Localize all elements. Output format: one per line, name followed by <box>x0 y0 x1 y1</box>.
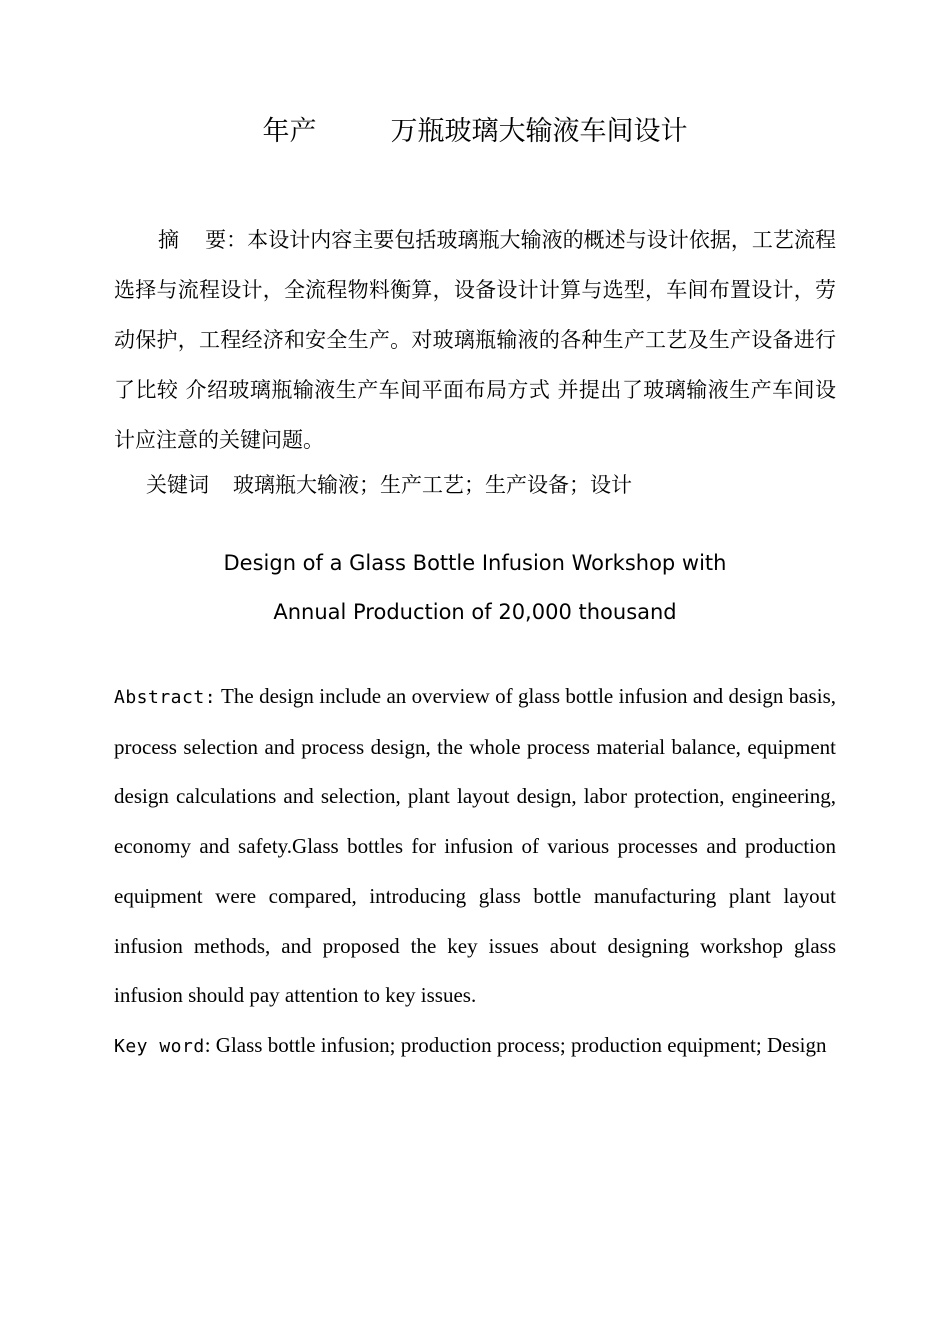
english-keywords-value: : Glass bottle infusion; production process; production equipment; Design <box>204 1033 827 1057</box>
chinese-abstract-label-char2: 要： <box>205 228 248 252</box>
chinese-title-part2: 万瓶玻璃大输液车间设计 <box>390 116 688 147</box>
chinese-keywords <box>146 465 632 505</box>
english-keywords <box>114 1021 836 1072</box>
chinese-abstract <box>114 215 836 465</box>
english-keywords-label: Key word <box>114 1036 205 1057</box>
english-abstract-label: Abstract: <box>114 687 217 708</box>
chinese-abstract-label-char1: 摘 <box>158 228 180 252</box>
chinese-keywords-label: 关键词 <box>146 473 209 497</box>
english-title-line2: Annual Production of 20,000 thousand <box>273 600 677 624</box>
chinese-abstract-body: 本设计内容主要包括玻璃瓶大输液的概述与设计依据，工艺流程选择与流程设计，全流程物料衡算，设备设计计算与选型，车间布置设计，劳动保护，工程经济和安全生产。对玻璃瓶输液的各种生产工艺及生产设备进行了比较 介绍玻璃瓶输液生产车间平面布局方式 并提出了玻璃输液生产车间设计应注意的关键问题。 <box>114 228 837 452</box>
english-abstract-body: The design include an overview of glass bottle infusion and design basis, process selection and process design, the whole process material balance, equipment design calculations and selection, plant layout design, labor protection, engineering, economy and safety.Glass bottles for infusion of various processes and production equipment were compared, introducing glass bottle manufacturing plant layout infusion methods, and proposed the key issues about designing workshop glass infusion should pay attention to key issues. <box>114 684 836 1008</box>
english-abstract <box>114 672 836 1021</box>
chinese-title-part1: 年产 <box>262 116 317 147</box>
english-title-line1: Design of a Glass Bottle Infusion Workshop with <box>223 551 727 575</box>
chinese-title <box>0 112 950 152</box>
chinese-keywords-value: 玻璃瓶大输液；生产工艺；生产设备；设计 <box>233 473 632 497</box>
